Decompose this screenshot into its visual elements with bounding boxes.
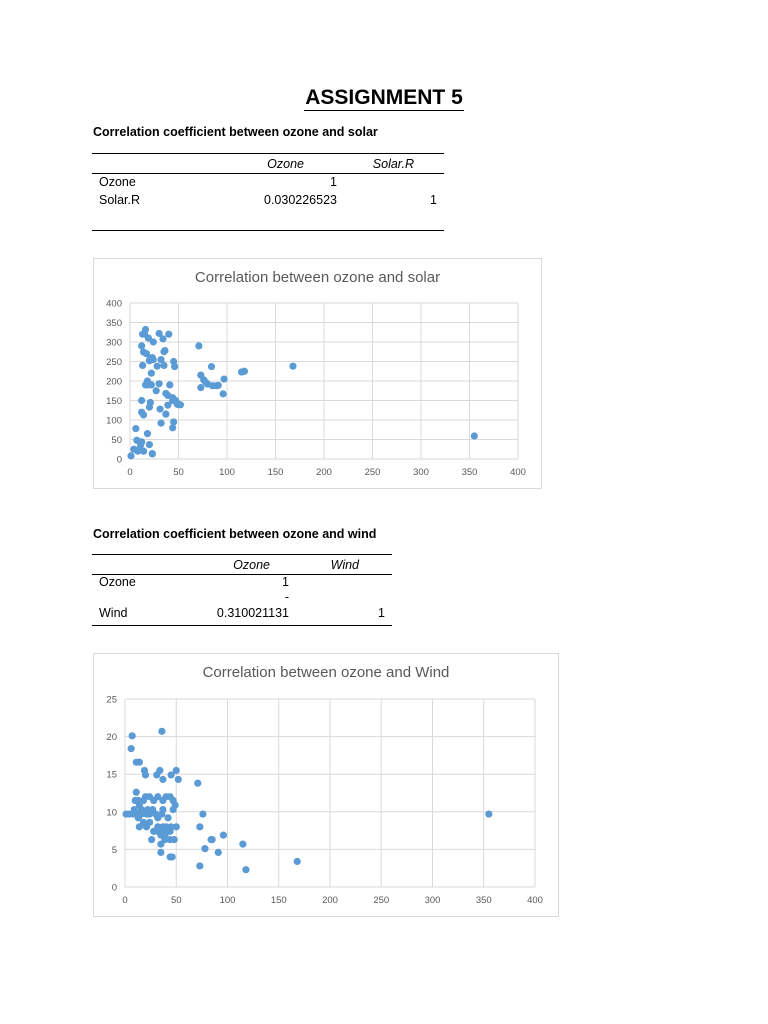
data-point [154,363,161,370]
row-label: Ozone [99,175,136,189]
table-row [92,574,392,589]
table-header-row [92,556,392,574]
cell-value: - [284,589,289,604]
data-point [194,780,201,787]
data-point [171,836,178,843]
x-tick-label: 250 [364,467,381,478]
x-tick-label: 100 [219,895,236,906]
y-tick-label: 300 [106,337,122,349]
data-point [136,759,143,766]
data-point [241,368,248,375]
data-point [201,845,208,852]
y-tick-label: 5 [111,844,117,856]
data-point [162,411,169,418]
table-header-solar: Solar.R [372,157,414,171]
chart-ozone-wind [93,653,559,917]
x-tick-label: 300 [413,467,429,478]
section-heading-solar: Correlation coefficient between ozone and solar [93,125,378,139]
cell-value [289,589,392,604]
data-point [208,363,215,370]
page-title [0,86,768,110]
y-tick-label: 100 [106,415,122,427]
table-header-cell [92,155,202,173]
section-heading-wind: Correlation coefficient between ozone and wind [93,527,377,541]
data-point [160,362,167,369]
data-point [127,452,134,459]
data-point [132,425,139,432]
chart-ozone-solar [93,258,542,489]
data-point [165,331,172,338]
data-point [196,862,203,869]
y-tick-label: 200 [106,376,122,388]
data-point [156,405,163,412]
table-top-rule [92,153,444,154]
x-tick-label: 0 [122,895,128,906]
data-point [156,767,163,774]
y-tick-label: 150 [106,396,122,407]
y-tick-label: 350 [106,318,122,329]
table-row [92,589,392,604]
data-point [172,801,179,808]
data-point [289,363,296,370]
data-point [215,382,222,389]
data-point [485,810,492,817]
y-tick-label: 0 [111,882,117,894]
table-row [92,191,444,209]
data-point [142,326,149,333]
data-point [129,732,136,739]
y-tick-label: 50 [111,435,122,446]
data-point [171,363,178,370]
data-point [158,728,165,735]
y-tick-label: 25 [106,694,117,706]
data-point [133,789,140,796]
x-tick-label: 50 [170,895,182,906]
chart-title: Correlation between ozone and Wind [202,664,450,681]
x-tick-label: 100 [219,467,235,478]
x-tick-label: 150 [267,467,284,478]
x-tick-label: 50 [173,467,184,478]
data-point [220,832,227,839]
data-point [242,866,249,873]
x-tick-label: 200 [322,895,338,906]
page-title-text: ASSIGNMENT 5 [305,86,463,109]
data-point [146,441,153,448]
x-tick-label: 200 [316,467,332,478]
row-label: Wind [99,605,128,620]
cell-value: 0.310021131 [216,605,289,620]
y-tick-label: 0 [116,454,122,466]
data-point [159,806,166,813]
data-point [215,849,222,856]
scatter-plot-wind [94,654,558,916]
correlation-table-solar [92,155,444,209]
data-point [197,384,204,391]
table-header-rule [92,554,392,555]
data-point [146,819,153,826]
table-bottom-rule [92,625,392,626]
data-point [159,335,166,342]
data-point [196,823,203,830]
data-point [159,776,166,783]
scatter-plot-solar [94,259,541,488]
data-point [294,858,301,865]
table-header-ozone: Ozone [233,558,270,572]
data-point [138,397,145,404]
table-header-wind: Wind [330,558,359,572]
data-point [147,399,154,406]
row-label: Solar.R [99,193,140,207]
data-point [220,390,227,397]
cell-value: 1 [430,193,437,207]
x-tick-label: 0 [127,467,133,478]
data-point [144,430,151,437]
data-point [209,836,216,843]
data-point [140,411,147,418]
x-tick-label: 400 [527,895,543,906]
data-point [175,776,182,783]
table-row [92,604,392,621]
data-point [157,849,164,856]
data-point [138,438,145,445]
table-header-cell [92,556,182,574]
data-point [140,448,147,455]
x-tick-label: 150 [270,895,287,906]
data-point [148,370,155,377]
table-bottom-rule [92,230,444,231]
y-tick-label: 10 [106,807,117,819]
data-point [157,420,164,427]
data-point [471,432,478,439]
correlation-table-wind [92,556,392,621]
data-point [148,381,155,388]
data-point [199,810,206,817]
data-point [170,418,177,425]
data-point [139,362,146,369]
y-tick-label: 400 [106,298,122,310]
x-tick-label: 350 [475,895,492,906]
data-point [153,387,160,394]
chart-title: Correlation between ozone and solar [194,269,441,286]
table-header-row [92,155,444,173]
x-tick-label: 400 [510,467,526,478]
cell-value [289,574,392,589]
cell-value [337,173,444,191]
data-point [150,338,157,345]
x-tick-label: 250 [373,895,390,906]
data-point [156,380,163,387]
cell-value: 1 [378,605,385,620]
table-row [92,173,444,191]
data-point [148,836,155,843]
data-point [166,381,173,388]
data-point [173,823,180,830]
y-tick-label: 250 [106,357,122,368]
data-point [150,356,157,363]
cell-value: 1 [330,175,337,189]
data-point [239,841,246,848]
x-tick-label: 300 [424,895,441,906]
row-label [92,589,182,604]
data-point [177,401,184,408]
data-point [220,375,227,382]
data-point [128,745,135,752]
data-point [142,771,149,778]
data-point [173,767,180,774]
y-tick-label: 15 [106,769,117,781]
data-point [195,342,202,349]
data-point [164,814,171,821]
cell-value: 1 [282,574,289,589]
y-tick-label: 20 [106,732,117,744]
data-point [169,853,176,860]
data-point [149,450,156,457]
data-point [138,342,145,349]
cell-value: 0.030226523 [264,193,337,207]
data-point [161,347,168,354]
row-label: Ozone [99,574,136,589]
table-header-ozone: Ozone [267,157,304,171]
x-tick-label: 350 [461,467,478,478]
